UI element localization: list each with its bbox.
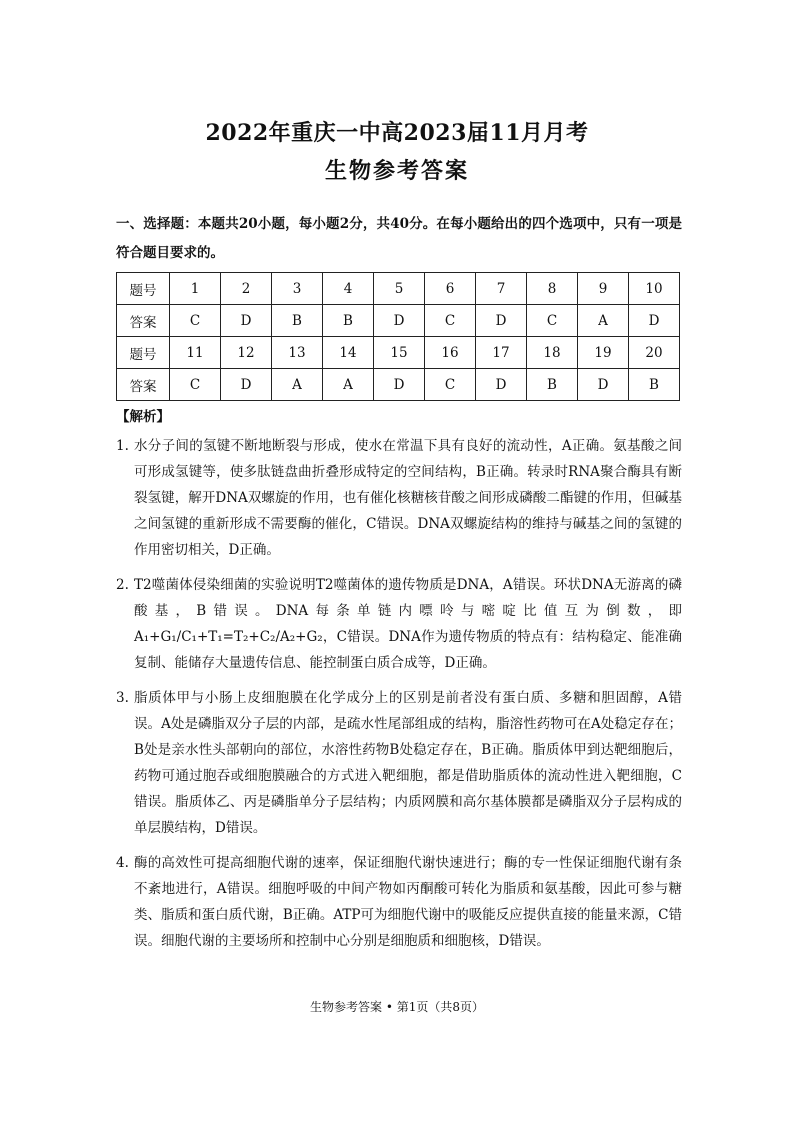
item-number: 3. — [116, 690, 129, 706]
table-cell: D — [476, 369, 527, 401]
table-row — [117, 273, 680, 305]
table-cell: 13 — [272, 337, 323, 369]
section-heading: 一、选择题：本题共20小题，每小题2分，共40分。在每小题给出的四个选项中，只有一项是符合题目要求的。 — [116, 216, 682, 261]
table-cell: C — [170, 369, 221, 401]
table-cell: 6 — [425, 273, 476, 305]
table-cell: 17 — [476, 337, 527, 369]
table-cell: 11 — [170, 337, 221, 369]
table-cell: D — [221, 369, 272, 401]
table-cell: C — [425, 305, 476, 337]
answer-table — [116, 272, 680, 401]
item-number: 2. — [116, 577, 129, 593]
table-cell: 12 — [221, 337, 272, 369]
exam-subtitle: 生物参考答案 — [324, 158, 469, 184]
analysis-item — [116, 850, 682, 954]
table-cell: B — [272, 305, 323, 337]
item-text: 脂质体甲与小肠上皮细胞膜在化学成分上的区别是前者没有蛋白质、多糖和胆固醇，A错误。A处是磷脂双分子层的内部，是疏水性尾部组成的结构，脂溶性药物可在A处稳定存在；B处是亲水性头部朝向的部位，水溶性药物B处稳定存在，B正确。脂质体甲到达靶细胞后，药物可通过胞吞或细胞膜融合的方式进入靶细胞，都是借助脂质体的流动性进入靶细胞，C错误。脂质体乙、丙是磷脂单分子层结构；内质网膜和高尔基体膜都是磷脂双分子层构成的单层膜结构，D错误。 — [134, 690, 682, 836]
table-cell: 18 — [527, 337, 578, 369]
table-cell: 7 — [476, 273, 527, 305]
table-cell: A — [272, 369, 323, 401]
table-cell: 8 — [527, 273, 578, 305]
table-cell: D — [221, 305, 272, 337]
table-cell: 4 — [323, 273, 374, 305]
table-cell: D — [476, 305, 527, 337]
table-cell: 16 — [425, 337, 476, 369]
table-cell: C — [527, 305, 578, 337]
row-label: 答案 — [117, 369, 170, 401]
table-row — [117, 305, 680, 337]
analysis-heading: 【解析】 — [116, 409, 170, 425]
analysis-item — [116, 572, 682, 676]
table-cell: 20 — [629, 337, 680, 369]
table-cell: 19 — [578, 337, 629, 369]
table-cell: 14 — [323, 337, 374, 369]
table-cell: D — [374, 305, 425, 337]
table-cell: A — [578, 305, 629, 337]
table-cell: C — [425, 369, 476, 401]
table-cell: 15 — [374, 337, 425, 369]
table-cell: B — [629, 369, 680, 401]
analysis-list — [116, 433, 682, 963]
table-cell: 9 — [578, 273, 629, 305]
row-label: 题号 — [117, 273, 170, 305]
table-cell: 2 — [221, 273, 272, 305]
table-cell: D — [374, 369, 425, 401]
table-row — [117, 337, 680, 369]
table-row — [117, 369, 680, 401]
row-label: 题号 — [117, 337, 170, 369]
item-text: T2噬菌体侵染细菌的实验说明T2噬菌体的遗传物质是DNA，A错误。环状DNA无游离的磷酸基，B错误。DNA每条单链内嘌呤与嘧啶比值互为倒数，即A₁+G₁/C₁+T₁=T₂+C₂/A₂+G₂，C错误。DNA作为遗传物质的特点有：结构稳定、能准确复制、能储存大量遗传信息、能控制蛋白质合成等，D正确。 — [134, 577, 682, 671]
item-text: 水分子间的氢键不断地断裂与形成，使水在常温下具有良好的流动性，A正确。氨基酸之间可形成氢键等，使多肽链盘曲折叠形成特定的空间结构，B正确。转录时RNA聚合酶具有断裂氢键，解开DNA双螺旋的作用，也有催化核糖核苷酸之间形成磷酸二酯键的作用，但碱基之间氢键的重新形成不需要酶的催化，C错误。DNA双螺旋结构的维持与碱基之间的氢键的作用密切相关，D正确。 — [134, 438, 682, 558]
table-cell: B — [323, 305, 374, 337]
table-cell: B — [527, 369, 578, 401]
table-cell: C — [170, 305, 221, 337]
page-footer: 生物参考答案 • 第1页（共8页） — [310, 1000, 484, 1014]
table-cell: A — [323, 369, 374, 401]
analysis-item — [116, 433, 682, 563]
item-text: 酶的高效性可提高细胞代谢的速率，保证细胞代谢快速进行；酶的专一性保证细胞代谢有条不紊地进行，A错误。细胞呼吸的中间产物如丙酮酸可转化为脂质和氨基酸，因此可参与糖类、脂质和蛋白质代谢，B正确。ATP可为细胞代谢中的吸能反应提供直接的能量来源，C错误。细胞代谢的主要场所和控制中心分别是细胞质和细胞核，D错误。 — [134, 855, 682, 949]
table-cell: 5 — [374, 273, 425, 305]
table-cell: 10 — [629, 273, 680, 305]
analysis-item — [116, 685, 682, 841]
row-label: 答案 — [117, 305, 170, 337]
table-cell: 1 — [170, 273, 221, 305]
table-cell: D — [629, 305, 680, 337]
table-cell: 3 — [272, 273, 323, 305]
table-cell: D — [578, 369, 629, 401]
item-number: 1. — [116, 438, 129, 454]
exam-title: 2022年重庆一中高2023届11月月考 — [205, 120, 589, 146]
item-number: 4. — [116, 855, 129, 871]
